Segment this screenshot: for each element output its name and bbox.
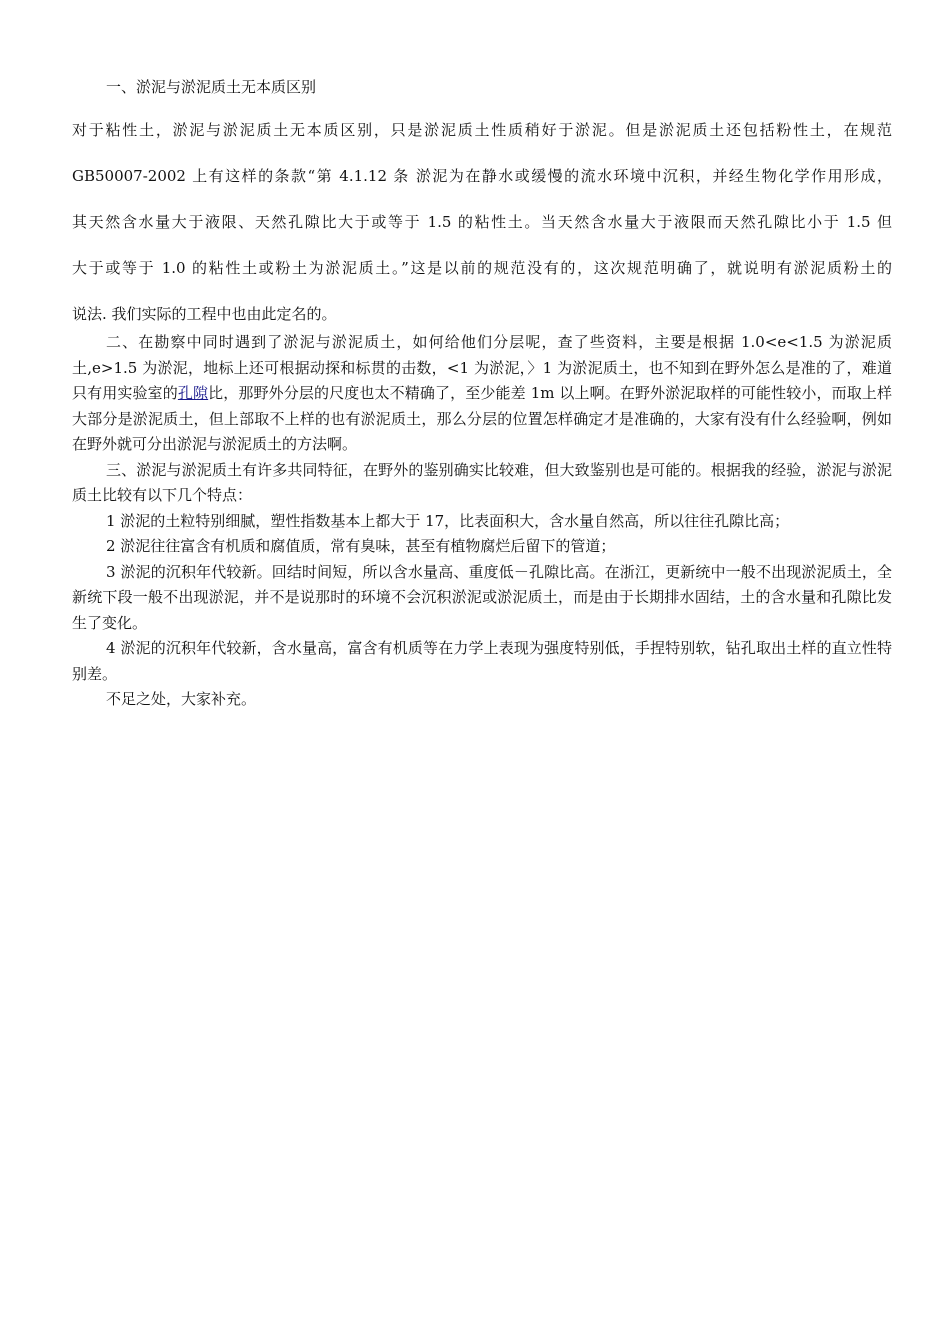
paragraph-3: 三、淤泥与淤泥质土有许多共同特征，在野外的鉴别确实比较难，但大致鉴别也是可能的。根据我的经验，淤泥与淤泥质土比较有以下几个特点： [72,460,892,504]
section-1-body [72,119,892,349]
section-1-line: GB50007-2002 上有这样的条款“第 4.1.12 条 淤泥为在静水或缓慢的流水环境中沉积，并经生物化学作用形成， [72,167,892,185]
closing-line: 不足之处，大家补充。 [106,690,257,708]
list-item: 3 淤泥的沉积年代较新。回结时间短，所以含水量高、重度低－孔隙比高。在浙江，更新统中一般不出现淤泥质土，全新统下段一般不出现淤泥，并不是说那时的环境不会沉积淤泥或淤泥质土，而是由于长期排水固结，土的含水量和孔隙比发生了变化。 [72,562,892,632]
main-body [72,330,892,713]
paragraph-2 [72,330,892,458]
paragraph-2-text-a: 二、在勘察中同时遇到了淤泥与淤泥质土，如何给他们分层呢，查了些资料，主要是根据 1.0<e<1.5 为淤泥质土,e>1.5 为淤泥，地标上还可根据动探和标贯的击数，<1 为淤泥，〉1 为淤泥质土，也不知到在野外怎么是准的了，难道只有用实验室的 [72,333,892,402]
paragraph-2-text-b: 比，那野外分层的尺度也太不精确了，至少能差 1m 以上啊。在野外淤泥取样的可能性较小，而取上样大部分是淤泥质土，但上部取不上样的也有淤泥质土，那么分层的位置怎样确定才是准确的，大家有没有什么经验啊，例如在野外就可分出淤泥与淤泥质土的方法啊。 [72,384,892,453]
list-item: 2 淤泥往往富含有机质和腐值质，常有臭味，甚至有植物腐烂后留下的管道； [106,537,616,555]
section-1-line: 说法. 我们实际的工程中也由此定名的。 [72,305,337,323]
list-item: 1 淤泥的土粒特别细腻，塑性指数基本上都大于 17，比表面积大，含水量自然高，所以往往孔隙比高； [106,511,790,530]
section-heading-1: 一、淤泥与淤泥质土无本质区别 [106,78,317,96]
list-item: 4 淤泥的沉积年代较新，含水量高，富含有机质等在力学上表现为强度特别低，手捏特别软，钻孔取出土样的直立性特别差。 [72,639,892,683]
section-1-line: 大于或等于 1.0 的粘性土或粉土为淤泥质土。”这是以前的规范没有的，这次规范明确了，就说明有淤泥质粉土的 [72,259,892,277]
section-1-line: 其天然含水量大于液限、天然孔隙比大于或等于 1.5 的粘性土。当天然含水量大于液限而天然孔隙比小于 1.5 但 [72,213,892,231]
section-1-line: 对于粘性土，淤泥与淤泥质土无本质区别，只是淤泥质土性质稍好于淤泥。但是淤泥质土还包括粉性土，在规范 [72,121,892,139]
porosity-link[interactable]: 孔隙 [177,384,209,402]
